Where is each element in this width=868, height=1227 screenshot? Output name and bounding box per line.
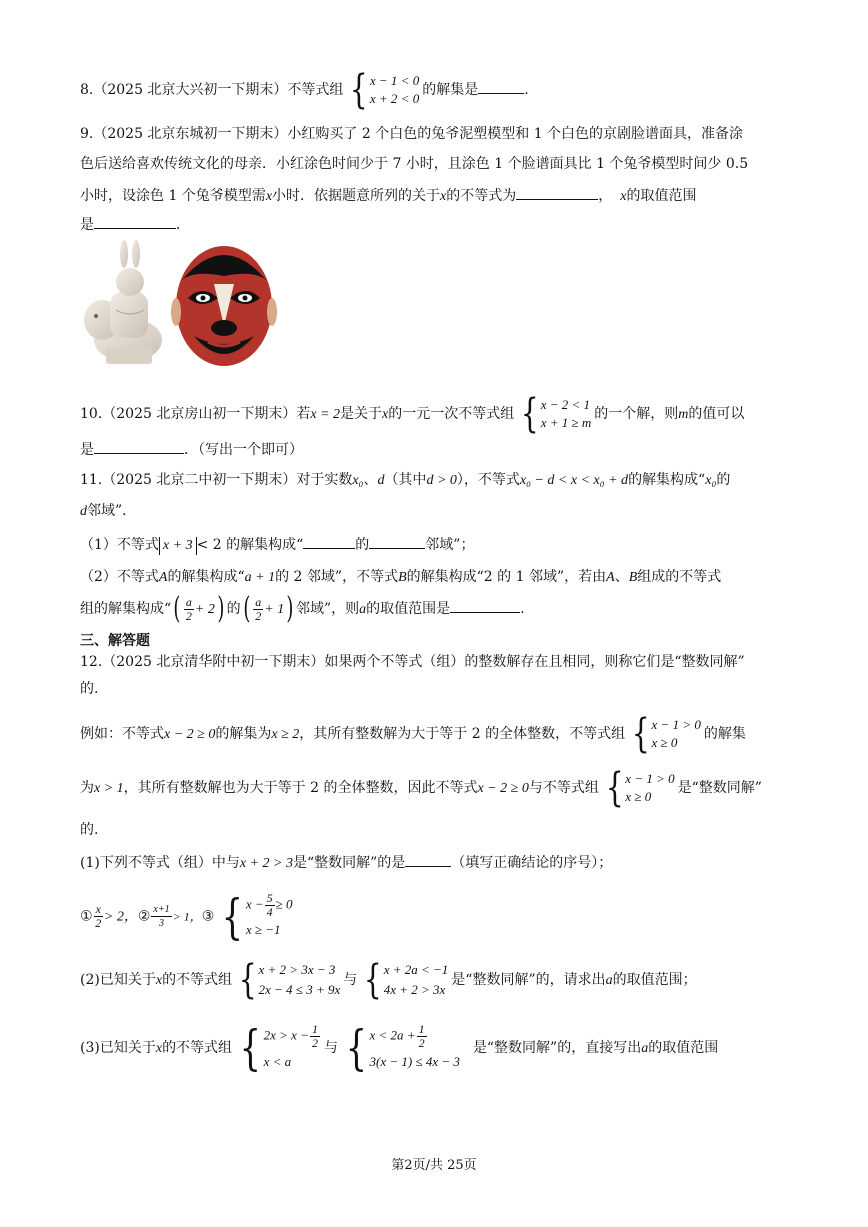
q12-text: 的不等式组 [162,1040,233,1056]
frac-num: x [95,902,101,916]
answer-blank [450,598,520,613]
q11-text: 组的解集构成“ [80,601,172,617]
q12-text: 是“整数同解” [677,780,762,796]
q11-math: d > 0 [426,473,457,488]
q12-text: 与 [323,1040,338,1056]
q11-text: 的解集构成“ [628,472,706,488]
q11-text: 组成的不等式 [637,569,722,585]
q11-text: ），不等式 [456,472,520,488]
frac-den: 2 [95,916,102,930]
q11-math: + 2 [194,602,215,617]
var-d: d [80,504,87,519]
var-d: d [377,473,385,488]
question-11-part2 [80,567,721,588]
q12-text: 为 [80,780,94,796]
q12-math: > 2， [103,909,138,925]
frac-num: 5 [266,891,273,905]
question-10-line2 [80,439,303,460]
question-9-line3 [80,185,696,207]
frac-num: a [255,594,262,609]
question-12-part1 [80,852,612,874]
frac-den: 2 [311,1035,318,1050]
q12-text: 与不等式组 [528,780,599,796]
frac-den: 4 [266,905,273,919]
q11-text: 的 [355,537,370,553]
q10-text: 的一个解，则 [594,406,679,422]
question-11-line2 [80,501,136,522]
q8-end: . [524,82,529,98]
q11-math: x₀ − d < x < x₀ + d [519,473,629,488]
sys-line: 3(x − 1) ≤ 4x − 3 [369,1053,460,1069]
q11-text: （2）不等式 [80,569,159,585]
q12-text: (1)下列不等式（组）中与 [80,855,240,871]
q12-math: x − 2 ≥ 0 [164,727,216,742]
var-x0: x₀ [352,473,364,488]
section-heading: 三、解答题 [80,633,150,649]
answer-blank [303,534,355,549]
answer-blank [94,214,176,229]
q12-text: (2)已知关于 [80,972,156,988]
q12-text: 的取值范围 [648,1040,719,1056]
q11-text: 的取值范围是 [366,601,451,617]
q8-sys-line2: x + 2 < 0 [369,91,420,106]
part2-system-1: { x + 2 > 3x − 3 2x − 4 ≤ 3 + 9x [238,957,341,1003]
q9-text: 的取值范围 [626,188,697,204]
answer-blank [478,79,524,94]
var-A: A [158,570,168,585]
q11-text: 11.（2025 北京二中初一下期末）对于实数 [80,472,353,488]
q10-text: 是 [80,442,94,458]
question-10-line1: 10.（2025 北京房山初一下期末）若x = 2是关于x的一元一次不等式组 { x − 2 < 1 x + 1 ≥ m 的一个解，则m的值可以 [80,391,745,437]
q11-text: （其中 [384,472,427,488]
q12-text: 例如：不等式 [80,726,164,742]
q11-text: 、 [614,569,629,585]
question-12-line1: 12.（2025 北京清华附中初一下期末）如果两个不等式（组）的整数解存在且相同，则称它们是“整数同解” [80,654,745,670]
q9-text: 的不等式为 [446,188,517,204]
question-12-part2 [80,958,697,1003]
q12-example-system-2: { x − 1 > 0 x ≥ 0 [605,765,675,811]
sys-line: x ≥ −1 [245,922,281,937]
q8-tail: 的解集是 [422,82,479,98]
var-x: x [265,189,273,204]
var-x: x [155,973,163,988]
q9-text: ． [176,217,190,233]
part3-system-2: { x < 2a + $\frac{1}{2}$ 3(x − 1) ≤ 4x − 3 [345,1020,460,1076]
var-a: a [605,973,613,988]
q12-math: x > 1 [94,781,124,796]
q11-math: a + 1 [244,570,276,585]
question-11-part1 [80,534,474,555]
frac-num: 1 [311,1021,318,1036]
q11-text: 的解集构成“ [167,569,245,585]
question-12-example [80,711,746,757]
answer-blank [405,852,451,867]
question-9-line1: 9.（2025 北京东城初一下期末）小红购买了 2 个白色的兔爷泥塑模型和 1 个白色的京剧脸谱面具，准备涂 [80,126,744,142]
var-B: B [398,570,407,585]
q12-text: 是“整数同解”的，请求出 [451,972,606,988]
question-12-part3 [80,1022,718,1075]
q12-text: （填写正确结论的序号）； [451,855,613,871]
var-a: a [641,1041,649,1056]
answer-blank [94,439,184,454]
q12-text: 的解集为 [215,726,272,742]
q12-text: ，其所有整数解也为大于等于 2 的全体整数，因此不等式 [123,780,478,796]
frac-den: 3 [159,918,164,929]
question-11-part2-line2: 组的解集构成“( $\frac{a}{2}$ + 2) 的( $\frac{a}{2}$ + 1) 邻域”，则a的取值范围是 . [80,591,525,626]
question-9-line4 [80,214,190,235]
sys-line: x − 1 > 0 [651,717,701,732]
sys-line: x < 2a + [369,1026,416,1042]
q9-text: ， [598,188,613,204]
q10-text: 的值可以 [688,406,745,422]
sys-line: 4x + 2 > 3x [383,982,446,997]
sys-line: x ≥ 0 [625,789,652,804]
var-B: B [628,570,638,585]
q12-math: x + 2 > 3 [239,856,293,871]
opera-mask-image [168,240,280,370]
q11-text: . [520,601,525,617]
question-8 [80,67,529,113]
q10-text: 是关于 [340,406,383,422]
answer-blank [369,534,425,549]
var-x: x [440,189,447,204]
q12-math: x ≥ 2 [271,727,300,742]
q12-text: ，其所有整数解为大于等于 2 的全体整数，不等式组 [299,726,626,742]
var-a: a [359,602,367,617]
q11-text: 的 2 邻域”，不等式 [275,569,399,585]
question-12-options [80,888,296,945]
q10-math: x = 2 [310,407,341,422]
q11-text: 的解集构成“2 的 1 邻域”，若由 [406,569,607,585]
var-A: A [606,570,615,585]
q11-text: 邻域”，则 [295,601,360,617]
frac-num: x+1 [153,904,170,915]
sys-line: 2x − 4 ≤ 3 + 9x [258,982,341,997]
var-x: x [620,189,627,204]
answer-blank [516,185,598,200]
q12-text: 是“整数同解”的是 [292,855,406,871]
question-12-line2: 的. [80,681,99,697]
var-x: x [155,1041,163,1056]
q10-text: 的一元一次不等式组 [388,406,515,422]
part2-system-2: { x + 2a < −1 4x + 2 > 3x [364,957,449,1003]
question-9-line2: 色后送给喜欢传统文化的母亲．小红涂色时间少于 7 小时，且涂色 1 个脸谱面具比 1 个兔爷模型时间少 0.5 [80,156,749,172]
sys-line: x ≥ 0 [651,735,678,750]
frac-num: a [185,594,192,609]
q9-text: 是 [80,217,94,233]
fraction [184,596,194,623]
q12-text: 是“整数同解”的，直接写出 [472,1040,642,1056]
q10-text: 10.（2025 北京房山初一下期末）若 [80,406,311,422]
sys-line: x + 2a < −1 [383,962,449,977]
frac-den: 2 [418,1035,425,1050]
sys-line: x < a [263,1053,292,1069]
q8-system: { x − 1 < 0 x + 2 < 0 [350,67,420,113]
q9-text: 小时．依据题意所列的关于 [272,188,441,204]
q11-text: 、 [363,472,378,488]
sys-line: 2x > x − [263,1026,309,1042]
q10-sys-line2: x + 1 ≥ m [540,415,592,430]
q8-text: 8.（2025 北京大兴初一下期末）不等式组 [80,82,344,98]
question-12-line4 [80,765,762,811]
fraction [253,596,263,623]
part3-system-1: { 2x > x − $\frac{1}{2}$ x < a [235,1023,321,1074]
q12-text: 的不等式组 [162,972,233,988]
sys-line: x − 1 > 0 [625,771,675,786]
option-3: ③ [201,908,215,925]
q12-text: 的解集 [703,726,746,742]
option-2: ② [137,908,151,925]
q12-text: (3)已知关于 [80,1040,156,1056]
var-m: m [678,407,689,422]
q10-text: ．（写出一个即可） [184,442,303,458]
q12-math: x − 2 ≥ 0 [477,781,529,796]
q11-math: + 1 [264,602,285,617]
q11-text: 邻域”． [87,503,137,519]
frac-num: 1 [418,1021,425,1036]
q9-text: 小时，设涂色 1 个兔爷模型需 [80,188,266,204]
q11-text: 的 [226,601,241,617]
rabbit-figurine-image [80,240,180,368]
frac-den: 2 [255,608,262,623]
q11-text: （1）不等式 [80,537,159,553]
q8-sys-line1: x − 1 < 0 [369,73,420,88]
q11-text: 邻域”； [425,537,475,553]
q12-math: > 1， [172,909,202,924]
q10-sys-line1: x − 2 < 1 [540,397,591,412]
question-11-line1 [80,470,730,491]
q12-text: 的取值范围； [612,972,697,988]
sys-line: x + 2 > 3x − 3 [258,962,336,977]
sys-line: x − [245,896,264,912]
q11-text: 的 [716,472,731,488]
q12-example-system: { x − 1 > 0 x ≥ 0 [631,711,701,757]
sys-line: ≥ 0 [275,896,293,912]
q11-text: < 2 的解集构成“ [196,537,304,553]
page-footer: 第2页/共 25页 [391,1158,477,1173]
q10-system: { x − 2 < 1 x + 1 ≥ m [521,391,592,437]
var-x0: x₀ [705,473,717,488]
q12-text: 与 [343,972,358,988]
option-1: ① [80,908,93,925]
option-3-system: { x − $\frac{5}{4}$ ≥ 0 x ≥ −1 [221,888,293,945]
abs-value: x + 3 [159,537,197,555]
question-12-line5: 的. [80,822,99,838]
frac-den: 2 [185,608,192,623]
